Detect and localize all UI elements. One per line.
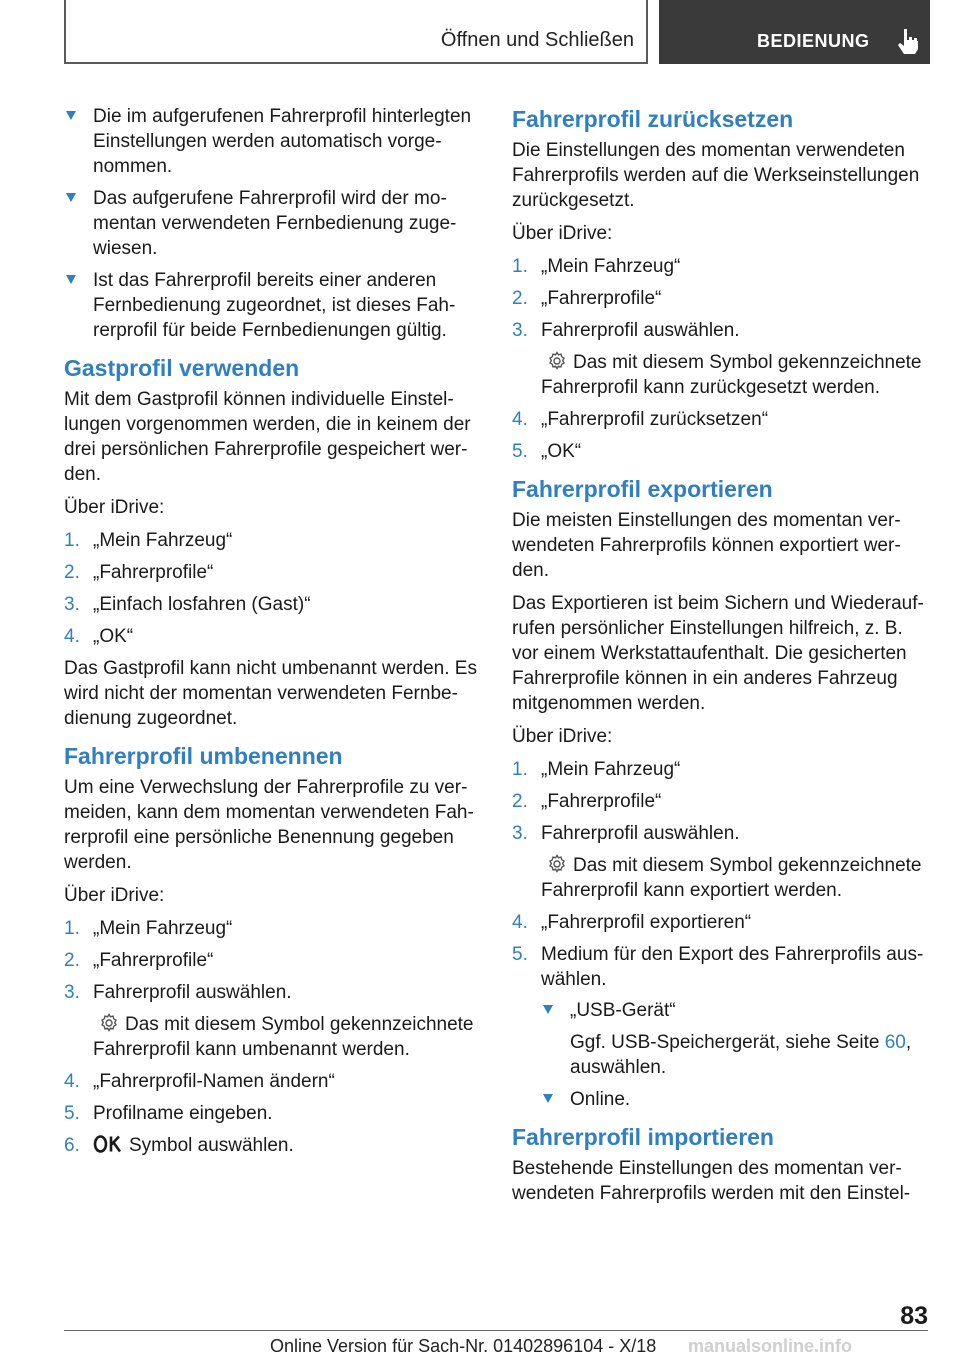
right-column — [512, 104, 928, 1214]
step-note: Das mit diesem Symbol gekennzeichnete Fahrerprofil kann exportiert werden. — [541, 855, 922, 901]
triangle-bullet-icon — [66, 275, 76, 284]
list-item: „USB-Gerät“ Ggf. USB-Speichergerät, siehe Seite 60, auswählen. — [541, 998, 928, 1080]
list-item: 2. „Fahrerprofile“ — [512, 288, 662, 309]
export-heading: Fahrerprofil exportieren — [512, 476, 773, 502]
reset-via: Über iDrive: — [512, 223, 613, 244]
list-item: Die im aufgerufenen Fahrerprofil hinterlegten Einstellungen werden automatisch vorgenommen. — [64, 104, 478, 179]
footer-online-version: Online Version für Sach-Nr. 01402896104 - X/18 — [270, 1336, 657, 1356]
rename-steps — [64, 916, 478, 1158]
list-item: 5. Medium für den Export des Fahrerprofils auswählen. „USB-Gerät“ Ggf. USB-Speichergerät, siehe Seite 60, auswählen. Online. — [512, 942, 928, 1112]
list-item: 1. „Mein Fahrzeug“ — [512, 256, 681, 277]
page-number: 83 — [900, 1302, 928, 1330]
list-item: 3. „Einfach losfahren (Gast)“ — [64, 594, 311, 615]
list-item: Ist das Fahrerprofil bereits einer anderen Fernbedienung zugeordnet, ist dieses Fahrerprofil für beide Fernbedienungen gültig. — [64, 268, 478, 343]
step-note: Das mit diesem Symbol gekennzeichnete Fahrerprofil kann zurückgesetzt werden. — [541, 352, 922, 398]
guest-heading: Gastprofil verwenden — [64, 355, 300, 381]
gear-icon — [547, 351, 567, 371]
list-item: 4. „OK“ — [64, 626, 134, 647]
export-intro-2: Das Exportieren ist beim Sichern und Wiederaufrufen persönlicher Einstellungen hilfreich, z. B. vor einem Werkstattaufenthalt. Die gesicherten Fahrerprofile können in ein anderes Fahrzeug mitgenommen werden. — [512, 593, 924, 714]
list-item: 2. „Fahrerprofile“ — [64, 950, 214, 971]
triangle-bullet-icon — [543, 1005, 553, 1014]
list-item: 2. „Fahrerprofile“ — [64, 562, 214, 583]
rename-intro: Um eine Verwechslung der Fahrerprofile zu vermeiden, kann dem momentan verwendeten Fahrerprofil eine persönliche Benennung gegeben werden. — [64, 777, 474, 873]
reset-intro: Die Einstellungen des momentan verwendeten Fahrerprofils werden auf die Werkseinstellungen zurückgesetzt. — [512, 140, 920, 211]
guest-intro: Mit dem Gastprofil können individuelle Einstellungen vorgenommen werden, die in keinem der drei persönlichen Fahrerprofile gespeichert werden. — [64, 389, 471, 485]
header-section-box — [659, 0, 930, 64]
usb-detail: Ggf. USB-Speichergerät, siehe Seite 60, auswählen. — [570, 1032, 912, 1078]
list-item: 2. „Fahrerprofile“ — [512, 791, 662, 812]
list-item: 1. „Mein Fahrzeug“ — [512, 759, 681, 780]
list-item: 3. Fahrerprofil auswählen. Das mit diesem Symbol gekennzeichnete Fahrerprofil kann umbenannt werden. — [64, 980, 478, 1062]
export-intro: Die meisten Einstellungen des momentan verwendeten Fahrerprofils können exportiert werden. — [512, 510, 901, 581]
reset-steps — [512, 254, 928, 464]
profile-bullets — [64, 104, 478, 343]
rename-via: Über iDrive: — [64, 885, 165, 906]
footer-divider — [64, 1330, 928, 1331]
export-media-options — [541, 998, 928, 1112]
hand-pointer-icon — [895, 27, 921, 55]
gear-icon — [99, 1013, 119, 1033]
left-column — [64, 104, 478, 1165]
import-intro: Bestehende Einstellungen des momentan verwendeten Fahrerprofils werden mit den Einstel- — [512, 1158, 911, 1204]
list-item: 1. „Mein Fahrzeug“ — [64, 530, 233, 551]
header-chapter-title: Öffnen und Schließen — [440, 29, 634, 51]
rename-heading: Fahrerprofil umbenennen — [64, 743, 343, 769]
list-item: 4. „Fahrerprofil exportieren“ — [512, 912, 752, 933]
list-item: 6. Symbol auswählen. — [64, 1135, 294, 1156]
list-item: Das aufgerufene Fahrerprofil wird der momentan verwendeten Fernbedienung zugewiesen. — [64, 186, 478, 261]
import-heading: Fahrerprofil importieren — [512, 1124, 774, 1150]
watermark: manualsonline.info — [688, 1336, 853, 1356]
ok-icon — [93, 1134, 125, 1154]
gear-icon — [547, 854, 567, 874]
list-item: 4. „Fahrerprofil-Namen ändern“ — [64, 1071, 335, 1092]
guest-steps — [64, 528, 478, 649]
list-item: 1. „Mein Fahrzeug“ — [64, 918, 233, 939]
triangle-bullet-icon — [66, 111, 76, 120]
list-item: 4. „Fahrerprofil zurücksetzen“ — [512, 409, 769, 430]
guest-outro: Das Gastprofil kann nicht umbenannt werden. Es wird nicht der momentan verwendeten Fernbedienung zugeordnet. — [64, 658, 477, 729]
reset-heading: Fahrerprofil zurücksetzen — [512, 106, 794, 132]
list-item: 3. Fahrerprofil auswählen. Das mit diesem Symbol gekennzeichnete Fahrerprofil kann zurückgesetzt werden. — [512, 318, 928, 400]
guest-via: Über iDrive: — [64, 497, 165, 518]
list-item: 5. „OK“ — [512, 441, 582, 462]
triangle-bullet-icon — [543, 1094, 553, 1103]
page-link[interactable]: 60 — [884, 1032, 906, 1053]
list-item: 3. Fahrerprofil auswählen. Das mit diesem Symbol gekennzeichnete Fahrerprofil kann exportiert werden. — [512, 821, 928, 903]
triangle-bullet-icon — [66, 193, 76, 202]
list-item: Online. — [541, 1087, 928, 1112]
header-chapter-box — [64, 0, 648, 64]
step-note: Das mit diesem Symbol gekennzeichnete Fahrerprofil kann umbenannt werden. — [93, 1014, 474, 1060]
header-section-title: BEDIENUNG — [757, 31, 870, 51]
export-steps — [512, 757, 928, 1112]
export-via: Über iDrive: — [512, 726, 613, 747]
list-item: 5. Profilname eingeben. — [64, 1103, 273, 1124]
